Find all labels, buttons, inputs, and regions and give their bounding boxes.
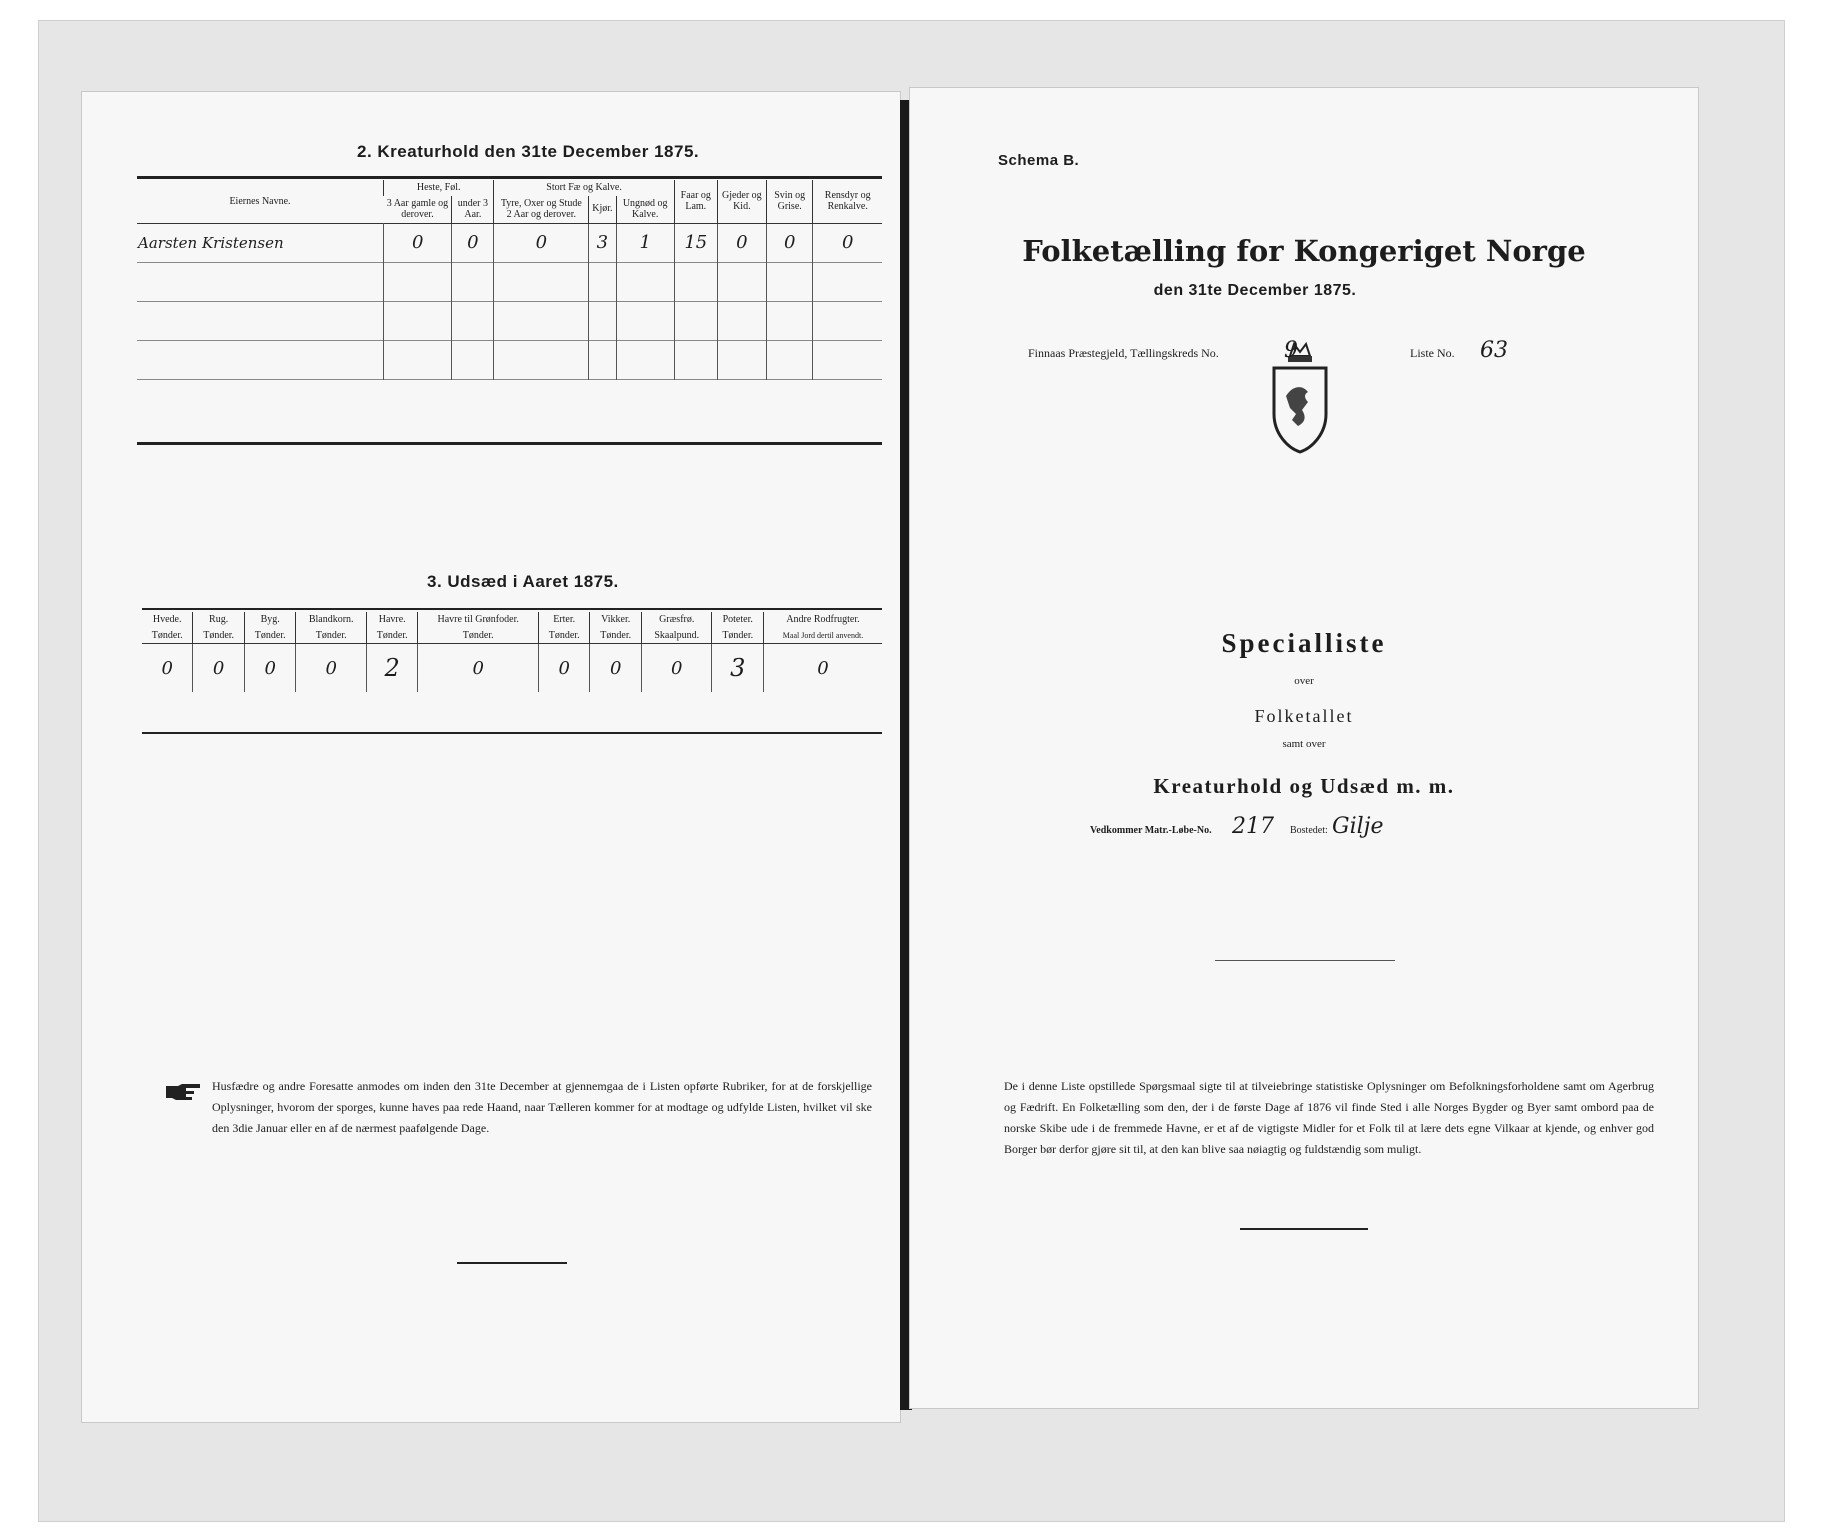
seed-value: 0 [418,644,538,693]
specialliste-heading: Specialliste [1221,628,1387,658]
divider [1215,960,1395,961]
seed-value: 0 [161,657,173,679]
owner-name: Aarsten Kristensen [138,233,284,252]
table-cell: 0 [452,223,494,262]
over-label: over [1294,675,1314,687]
bosted-label: Bostedet: [1290,825,1328,836]
seed-value: 0 [193,644,245,693]
seed-col-header: Havre til Grønfoder. [418,612,538,628]
seed-unit: Tønder. [712,628,764,644]
seed-col-header: Poteter. [712,612,764,628]
table-cell: 3 [589,223,616,262]
seed-unit: Tønder. [151,629,183,641]
table-cell: 0 [813,223,882,262]
seed-unit: Tønder. [366,628,418,644]
seed-col-header: Erter. [538,612,590,628]
sheep-header: Faar og Lam. [674,180,717,223]
table-row [137,301,882,340]
seed-col-header: Havre. [366,612,418,628]
pigs-header: Svin og Grise. [766,180,813,223]
goats-header: Gjeder og Kid. [717,180,766,223]
table-row [137,223,882,262]
seed-unit: Skaalpund. [641,628,711,644]
table-top-rule [137,176,882,179]
kreaturhold-label: Kreaturhold og Udsæd m. m. [1153,774,1455,798]
matr-number: 217 [1232,814,1274,839]
table-cell: 15 [674,223,717,262]
seed-col-header: Græsfrø. [641,612,711,628]
bosted-value: Gilje [1332,814,1384,839]
seed-table [142,612,882,692]
norwegian-coat-of-arms [1268,334,1332,456]
table-row [142,644,882,693]
seed-col-header: Hvede. [152,614,182,625]
seed-unit: Tønder. [193,628,245,644]
table-row [137,262,882,301]
end-rule [457,1262,567,1264]
livestock-table [137,180,882,380]
seed-unit: Tønder. [418,628,538,644]
seed-value: 3 [712,644,764,693]
table-cell: 0 [717,223,766,262]
folketallet-label: Folketallet [1254,706,1354,726]
table-cell: 0 [766,223,813,262]
seed-value: 0 [590,644,642,693]
table-cell: 1 [616,223,674,262]
schema-label: Schema B. [998,152,1080,169]
instruction-note: Husfædre og andre Foresatte anmodes om inden den 31te December at gjennemgaa de i Listen opførte Rubriker, for at de forskjellige Oplysninger, hvorom der sporges, kunne haves paa rede Haand, naar Tælleren kommer for at modtage og udfylde Listen, hvilket vil ske den 3die Januar eller en af de nærmest paafølgende Dage. [212,1079,872,1135]
cattle-group-header: Stort Fæ og Kalve. [494,180,675,196]
liste-label: Liste No. [1410,346,1455,360]
seed-value: 0 [538,644,590,693]
seed-col-header: Vikker. [590,612,642,628]
seed-top-rule [142,608,882,610]
seed-col-header: Blandkorn. [296,612,366,628]
matr-label: Vedkommer Matr.-Løbe-No. [1090,825,1212,836]
page-subtitle: den 31te December 1875. [1153,282,1357,299]
seed-value: 0 [296,644,366,693]
table-row [137,340,882,379]
liste-number: 63 [1480,338,1508,363]
kreds-number: 9 [1284,338,1298,363]
table-cell: 0 [384,223,452,262]
horse-young-subheader: under 3 Aar. [452,196,494,224]
seed-bottom-rule [142,732,882,734]
seed-unit: Tønder. [244,628,296,644]
seed-unit: Tønder. [590,628,642,644]
horse-adult-subheader: 3 Aar gamle og derover. [386,197,449,220]
seed-value: 0 [244,644,296,693]
horse-group-header: Heste, Føl. [384,180,494,196]
footnote-text: De i denne Liste opstillede Spørgsmaal sigte til at tilveiebringe statistiske Oplysninger om Befolkningsforholdene samt om Agerbrug og Fædrift. En Folketælling som den, der i de første Dage af 1876 vil finde Sted i alle Norges Bygder og Byer samt ombord paa de norske Skibe ude i de fremmede Havne, er et af de vigtigste Midler for et Folk til at lære dets egne Vilkaar at kjende, og enhver god Borger bør derfor gjøre sit til, at den kan blive saa nøiagtig og fuldstændig som muligt. [1004,1079,1654,1156]
reindeer-header: Rensdyr og Renkalve. [813,180,882,223]
seed-col-header: Andre Rodfrugter. [764,612,883,628]
seed-unit: Tønder. [538,628,590,644]
page-title: Folketælling for Kongeriget Norge [1022,234,1586,268]
bulls-subheader: Tyre, Oxer og Stude 2 Aar og derover. [494,196,589,224]
parish-label: Finnaas Præstegjeld, Tællingskreds No. [1028,346,1219,360]
seed-col-header: Byg. [244,612,296,628]
table-cell: 0 [494,223,589,262]
cows-subheader: Kjør. [589,196,616,224]
seed-col-header: Rug. [193,612,245,628]
pointing-hand-icon [164,1080,204,1104]
end-rule [1240,1228,1368,1230]
right-page [910,88,1698,1408]
seed-value: 0 [641,644,711,693]
seed-unit: Tønder. [296,628,366,644]
calves-subheader: Ungnød og Kalve. [616,196,674,224]
seed-value: 0 [764,644,883,693]
owner-header: Eiernes Navne. [229,195,291,207]
seed-value: 2 [366,644,418,693]
livestock-heading: 2. Kreaturhold den 31te December 1875. [357,142,700,161]
left-page [82,92,900,1422]
table-bottom-rule [137,442,882,445]
seed-unit: Maal Jord dertil anvendt. [764,628,883,644]
seed-heading: 3. Udsæd i Aaret 1875. [427,572,619,591]
samt-label: samt over [1282,738,1326,750]
